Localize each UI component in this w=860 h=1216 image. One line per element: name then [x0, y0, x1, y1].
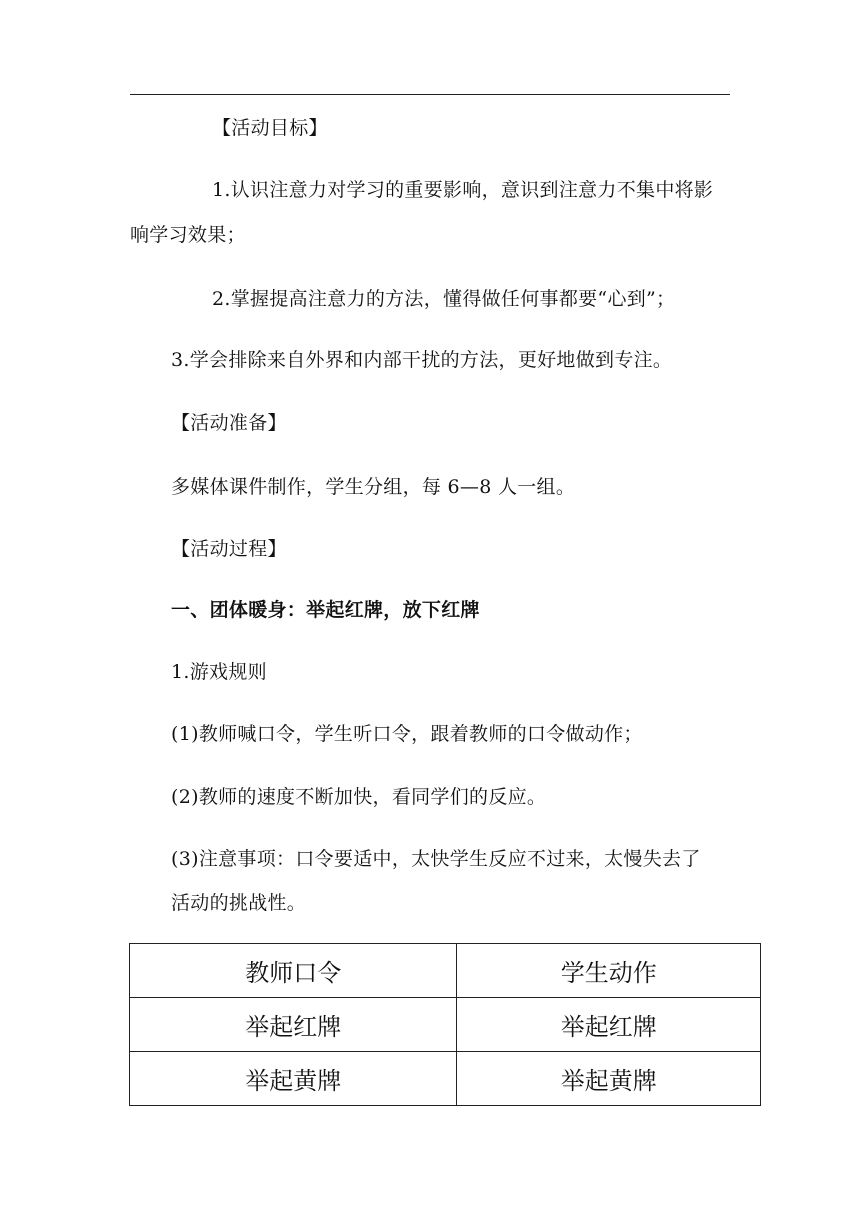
table-row — [130, 998, 761, 1052]
table-header-cell: 教师口令 — [130, 944, 457, 998]
table-header-cell: 学生动作 — [457, 944, 761, 998]
table-cell: 举起黄牌 — [130, 1052, 457, 1106]
rule-1: (1)教师喊口令，学生听口令，跟着教师的口令做动作； — [171, 723, 643, 745]
header-rule — [130, 94, 730, 95]
part1-title: 一、团体暖身：举起红牌，放下红牌 — [171, 599, 480, 621]
table-cell: 举起红牌 — [457, 998, 761, 1052]
prep-heading: 【活动准备】 — [171, 412, 287, 434]
goal-2: 2.掌握提高注意力的方法，懂得做任何事都要“心到”； — [212, 288, 676, 310]
rule-3-line1: (3)注意事项：口令要适中，太快学生反应不过来，太慢失去了 — [171, 848, 701, 870]
command-action-table — [129, 943, 761, 1106]
table-row — [130, 1052, 761, 1106]
rule-3-line2: 活动的挑战性。 — [171, 892, 307, 914]
rules-heading: 1.游戏规则 — [171, 661, 267, 683]
prep-text: 多媒体课件制作，学生分组，每 6—8 人一组。 — [171, 476, 576, 498]
goal-1-line2: 响学习效果； — [130, 224, 246, 246]
goal-3: 3.学会排除来自外界和内部干扰的方法，更好地做到专注。 — [171, 349, 673, 371]
table-cell: 举起红牌 — [130, 998, 457, 1052]
goal-1-line1: 1.认识注意力对学习的重要影响，意识到注意力不集中将影 — [212, 179, 714, 201]
goal-heading: 【活动目标】 — [212, 117, 328, 139]
table-header-row — [130, 944, 761, 998]
process-heading: 【活动过程】 — [171, 538, 287, 560]
table-cell: 举起黄牌 — [457, 1052, 761, 1106]
rule-2: (2)教师的速度不断加快，看同学们的反应。 — [171, 786, 547, 808]
